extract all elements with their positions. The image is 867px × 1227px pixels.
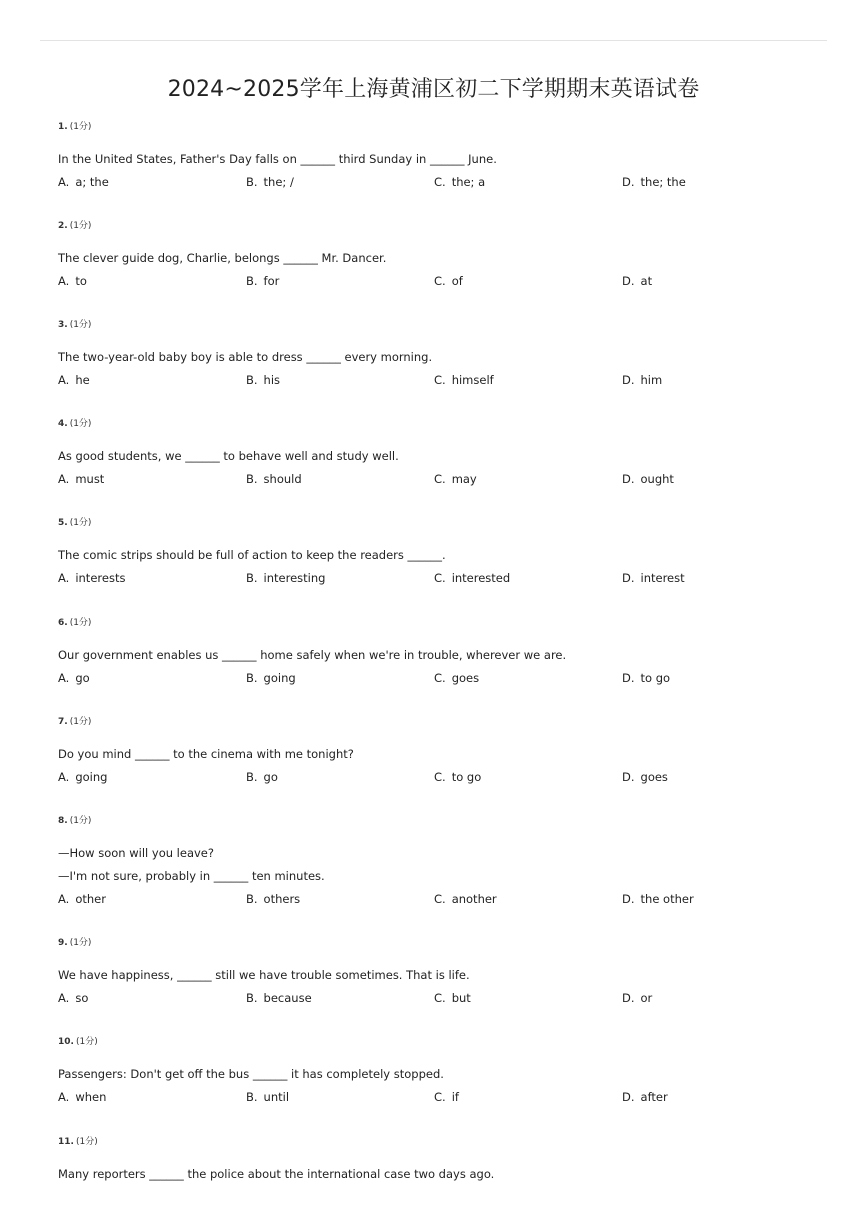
option-letter: B.	[246, 892, 258, 906]
option-text: go	[75, 671, 90, 685]
answer-options	[58, 270, 818, 293]
answer-option[interactable]	[622, 171, 686, 194]
option-text: until	[263, 1090, 290, 1104]
question-number: 11.	[58, 1137, 74, 1147]
question-header	[58, 616, 818, 630]
question-score: (1分)	[69, 221, 92, 231]
question-header	[58, 1135, 818, 1149]
question-number: 9.	[58, 938, 68, 948]
option-letter: B.	[246, 770, 258, 784]
question-number: 8.	[58, 816, 68, 826]
option-letter: D.	[622, 274, 635, 288]
answer-option[interactable]	[246, 270, 279, 293]
question-score: (1分)	[69, 618, 92, 628]
question-number: 7.	[58, 717, 68, 727]
stem-line: In the United States, Father's Day falls on ______ third Sunday in ______ June.	[58, 152, 497, 166]
answer-option[interactable]	[246, 171, 294, 194]
question-number: 1.	[58, 122, 68, 132]
option-text: goes	[640, 770, 668, 784]
option-letter: C.	[434, 274, 446, 288]
stem-line: Passengers: Don't get off the bus ______ it has completely stopped.	[58, 1067, 444, 1081]
answer-option[interactable]	[246, 987, 312, 1010]
option-letter: D.	[622, 571, 635, 585]
option-letter: C.	[434, 571, 446, 585]
question-stem	[58, 743, 818, 766]
answer-option[interactable]	[622, 888, 694, 911]
question-block	[58, 120, 818, 194]
answer-option[interactable]	[58, 987, 88, 1010]
answer-option[interactable]	[434, 888, 497, 911]
option-letter: A.	[58, 770, 70, 784]
answer-option[interactable]	[622, 766, 668, 789]
option-text: because	[263, 991, 312, 1005]
question-stem	[58, 964, 818, 987]
answer-options	[58, 369, 818, 392]
option-letter: B.	[246, 373, 258, 387]
answer-option[interactable]	[246, 888, 300, 911]
option-text: going	[263, 671, 296, 685]
answer-option[interactable]	[58, 468, 104, 491]
answer-options	[58, 567, 818, 590]
option-text: of	[451, 274, 463, 288]
option-text: go	[263, 770, 278, 784]
option-letter: B.	[246, 274, 258, 288]
option-letter: A.	[58, 373, 70, 387]
stem-line: The two-year-old baby boy is able to dress ______ every morning.	[58, 350, 433, 364]
answer-option[interactable]	[622, 270, 652, 293]
option-text: going	[75, 770, 108, 784]
option-text: if	[451, 1090, 459, 1104]
question-stem	[58, 247, 818, 270]
stem-line: Do you mind ______ to the cinema with me tonight?	[58, 747, 354, 761]
option-letter: D.	[622, 175, 635, 189]
answer-options	[58, 888, 818, 911]
option-text: his	[263, 373, 281, 387]
option-text: when	[75, 1090, 107, 1104]
answer-option[interactable]	[434, 766, 481, 789]
option-text: interest	[640, 571, 685, 585]
option-letter: D.	[622, 1090, 635, 1104]
question-number: 3.	[58, 320, 68, 330]
question-score: (1分)	[69, 717, 92, 727]
question-score: (1分)	[75, 1037, 98, 1047]
question-stem	[58, 544, 818, 567]
answer-option[interactable]	[58, 270, 87, 293]
stem-line: We have happiness, ______ still we have trouble sometimes. That is life.	[58, 968, 470, 982]
option-letter: C.	[434, 991, 446, 1005]
option-text: ought	[640, 472, 674, 486]
question-number: 2.	[58, 221, 68, 231]
option-text: goes	[451, 671, 480, 685]
answer-option[interactable]	[58, 766, 107, 789]
question-block	[58, 616, 818, 690]
question-stem	[58, 1163, 818, 1186]
option-text: for	[263, 274, 280, 288]
option-text: to go	[451, 770, 482, 784]
answer-option[interactable]	[622, 468, 674, 491]
option-letter: D.	[622, 770, 635, 784]
answer-option[interactable]	[434, 171, 485, 194]
answer-option[interactable]	[622, 667, 670, 690]
question-header	[58, 120, 818, 134]
page-title: 2024~2025学年上海黄浦区初二下学期期末英语试卷	[167, 77, 700, 102]
stem-line: Many reporters ______ the police about the international case two days ago.	[58, 1167, 495, 1181]
option-letter: D.	[622, 671, 635, 685]
option-letter: A.	[58, 175, 70, 189]
question-stem	[58, 1063, 818, 1086]
question-score: (1分)	[69, 320, 92, 330]
question-header	[58, 318, 818, 332]
answer-option[interactable]	[434, 987, 471, 1010]
answer-option[interactable]	[622, 987, 652, 1010]
question-header	[58, 1035, 818, 1049]
answer-option[interactable]	[434, 270, 463, 293]
question-block	[58, 417, 818, 491]
question-block	[58, 814, 818, 911]
question-header	[58, 219, 818, 233]
question-block	[58, 516, 818, 590]
option-letter: C.	[434, 472, 446, 486]
option-letter: D.	[622, 472, 635, 486]
question-number: 6.	[58, 618, 68, 628]
option-letter: C.	[434, 892, 446, 906]
question-block	[58, 318, 818, 392]
answer-option[interactable]	[622, 369, 662, 392]
stem-line: —I'm not sure, probably in ______ ten minutes.	[58, 869, 325, 883]
question-score: (1分)	[69, 816, 92, 826]
question-number: 5.	[58, 518, 68, 528]
option-letter: B.	[246, 175, 258, 189]
option-letter: A.	[58, 274, 70, 288]
answer-option[interactable]	[622, 1086, 668, 1109]
question-header	[58, 516, 818, 530]
question-stem	[58, 445, 818, 468]
option-text: to	[75, 274, 87, 288]
option-text: or	[640, 991, 653, 1005]
stem-line: The clever guide dog, Charlie, belongs ______ Mr. Dancer.	[58, 251, 387, 265]
answer-option[interactable]	[434, 667, 479, 690]
option-text: the; the	[640, 175, 686, 189]
question-header	[58, 715, 818, 729]
stem-line: Our government enables us ______ home safely when we're in trouble, wherever we are.	[58, 648, 567, 662]
answer-options	[58, 667, 818, 690]
stem-line: The comic strips should be full of action to keep the readers ______.	[58, 548, 446, 562]
question-score: (1分)	[69, 419, 92, 429]
answer-option[interactable]	[58, 567, 125, 590]
question-header	[58, 417, 818, 431]
answer-option[interactable]	[246, 567, 325, 590]
option-letter: B.	[246, 571, 258, 585]
answer-option[interactable]	[58, 667, 90, 690]
question-score: (1分)	[69, 122, 92, 132]
answer-options	[58, 468, 818, 491]
question-header	[58, 814, 818, 828]
option-letter: A.	[58, 991, 70, 1005]
option-text: but	[451, 991, 471, 1005]
answer-option[interactable]	[58, 369, 90, 392]
answer-option[interactable]	[434, 369, 494, 392]
option-letter: A.	[58, 1090, 70, 1104]
answer-option[interactable]	[58, 888, 106, 911]
question-block	[58, 1135, 818, 1186]
stem-line: As good students, we ______ to behave well and study well.	[58, 449, 399, 463]
option-text: he	[75, 373, 90, 387]
option-letter: C.	[434, 671, 446, 685]
option-letter: C.	[434, 373, 446, 387]
option-text: must	[75, 472, 105, 486]
answer-option[interactable]	[246, 1086, 289, 1109]
option-letter: D.	[622, 373, 635, 387]
answer-option[interactable]	[246, 667, 296, 690]
option-letter: B.	[246, 1090, 258, 1104]
question-block	[58, 219, 818, 293]
option-letter: A.	[58, 892, 70, 906]
question-header	[58, 936, 818, 950]
answer-option[interactable]	[246, 766, 278, 789]
option-text: the; a	[451, 175, 486, 189]
answer-options	[58, 171, 818, 194]
question-block	[58, 715, 818, 789]
option-text: should	[263, 472, 302, 486]
option-text: interesting	[263, 571, 326, 585]
answer-options	[58, 766, 818, 789]
question-stem	[58, 346, 818, 369]
question-number: 10.	[58, 1037, 74, 1047]
question-score: (1分)	[75, 1137, 98, 1147]
answer-option[interactable]	[434, 567, 510, 590]
option-text: interested	[451, 571, 511, 585]
question-score: (1分)	[69, 518, 92, 528]
option-letter: D.	[622, 892, 635, 906]
option-text: after	[640, 1090, 668, 1104]
answer-option[interactable]	[58, 1086, 106, 1109]
answer-options	[58, 1086, 818, 1109]
question-block	[58, 1035, 818, 1109]
option-text: to go	[640, 671, 671, 685]
option-letter: A.	[58, 472, 70, 486]
answer-option[interactable]	[58, 171, 109, 194]
option-letter: C.	[434, 770, 446, 784]
option-letter: A.	[58, 571, 70, 585]
option-text: the; /	[263, 175, 294, 189]
question-block	[58, 936, 818, 1010]
top-divider	[40, 40, 827, 41]
option-text: another	[451, 892, 497, 906]
option-letter: C.	[434, 175, 446, 189]
option-letter: C.	[434, 1090, 446, 1104]
option-letter: B.	[246, 991, 258, 1005]
option-letter: A.	[58, 671, 70, 685]
answer-options	[58, 987, 818, 1010]
question-stem	[58, 148, 818, 171]
question-score: (1分)	[69, 938, 92, 948]
option-text: so	[75, 991, 89, 1005]
option-text: others	[263, 892, 301, 906]
option-letter: B.	[246, 472, 258, 486]
answer-option[interactable]	[246, 369, 280, 392]
option-text: himself	[451, 373, 494, 387]
answer-option[interactable]	[434, 468, 477, 491]
question-stem	[58, 644, 818, 667]
option-text: other	[75, 892, 106, 906]
option-text: him	[640, 373, 663, 387]
stem-line: —How soon will you leave?	[58, 846, 214, 860]
question-stem	[58, 842, 818, 888]
option-letter: D.	[622, 991, 635, 1005]
option-text: may	[451, 472, 477, 486]
option-letter: B.	[246, 671, 258, 685]
option-text: the other	[640, 892, 694, 906]
answer-option[interactable]	[622, 567, 685, 590]
answer-option[interactable]	[434, 1086, 459, 1109]
option-text: at	[640, 274, 653, 288]
question-number: 4.	[58, 419, 68, 429]
answer-option[interactable]	[246, 468, 302, 491]
option-text: interests	[75, 571, 126, 585]
option-text: a; the	[75, 175, 109, 189]
